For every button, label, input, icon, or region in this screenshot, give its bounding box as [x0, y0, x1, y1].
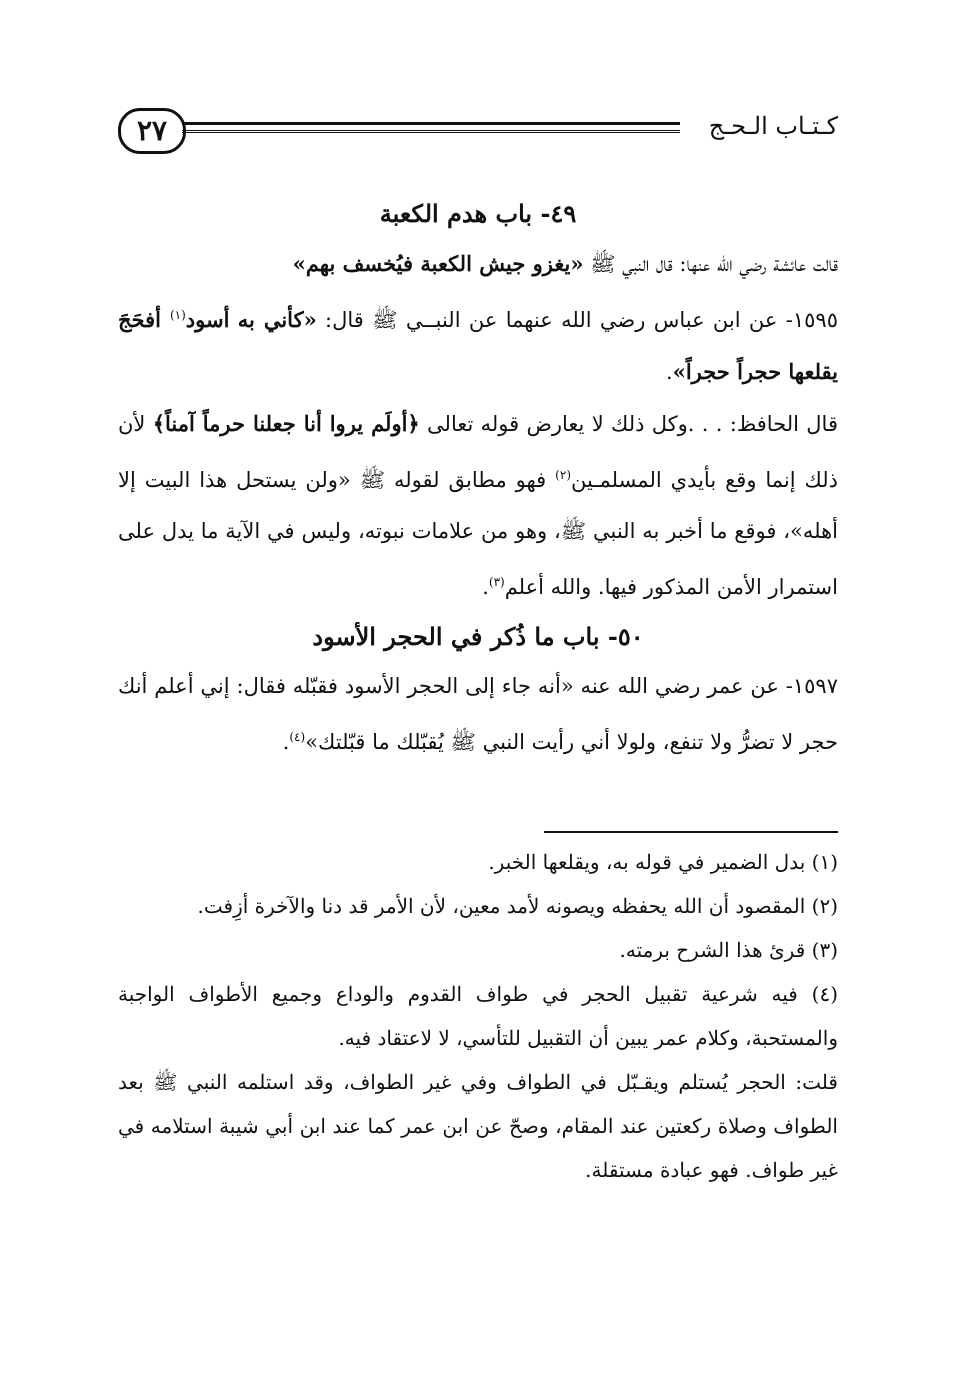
footnote-ref-3: (٣) — [488, 575, 505, 589]
running-title: كـتـاب الـحـج — [708, 112, 838, 140]
chapter-title-50: ٥٠- باب ما ذُكر في الحجر الأسود — [312, 622, 644, 651]
hadith-1595-quote-a: «كأني به — [237, 307, 317, 332]
aisha-intro: قالت عائشة رضي الله عنها: قال النبي ﷺ — [590, 252, 838, 276]
hafiz-lead: قال الحافظ: . . .وكل ذلك لا يعارض قوله تعالى — [419, 412, 838, 436]
hadith-1595-end: . — [666, 360, 673, 384]
hadith-1597-end: . — [282, 730, 290, 754]
hadith-1595 — [118, 290, 838, 398]
footnote-separator — [544, 831, 838, 833]
header-rule — [182, 122, 680, 131]
aisha-hadith-quote: «يغزو جيش الكعبة فيُخسف بهم» — [292, 251, 584, 276]
hafiz-mid: لأن ذلك إنما وقع بأيدي المسلمـين — [118, 412, 839, 492]
hadith-1597-text: ١٥٩٧- عن عمر رضي الله عنه «أنه جاء إلى الحجر الأسود فقبّله فقال: إني أعلم أنك حجر لا تضرُّ ولا تنفع، ولولا أني رأيت النبي ﷺ يُقبّلك ما قبّلتك» — [118, 674, 838, 754]
hadith-1595-word: أسود — [185, 307, 230, 332]
footnote-3: (٣) قرئ هذا الشرح برمته. — [619, 938, 838, 962]
header-rule-thin — [182, 132, 680, 133]
hadith-1597 — [118, 661, 838, 768]
footnote-ref-1: (١) — [169, 308, 186, 322]
page-number: ٢٧ — [118, 108, 186, 154]
hadith-1595-lead: ١٥٩٥- عن ابن عباس رضي الله عنهما عن النبــي ﷺ قال: — [316, 308, 838, 332]
page-header — [118, 108, 838, 164]
main-text — [118, 190, 838, 768]
hafiz-commentary — [118, 398, 838, 613]
footnote-ref-4: (٤) — [289, 730, 306, 744]
footnote-4-note: قلت: الحجر يُستلم ويقـبّل في الطواف وفي غير الطواف، وقد استلمه النبي ﷺ بعد الطواف وصلاة ركعتين عند المقام، وصحّ عن ابن عمر كما عند ابن أبي شيبة استلامه في غير طواف. فهو عبادة مستقلة. — [118, 1070, 838, 1182]
hafiz-end: . — [482, 575, 489, 599]
hafiz-rest: فهو مطابق لقوله ﷺ «ولن يستحل هذا البيت إلا أهله»، فوقع ما أخبر به النبي ﷺ، وهو من علامات نبوته، وليس في الآية ما يدل على استمرار الأمن المذكور فيها. والله أعلم — [118, 468, 838, 599]
footnotes — [118, 840, 838, 1192]
chapter-title-49: ٤٩- باب هدم الكعبة — [379, 199, 577, 228]
footnote-4: (٤) فيه شرعية تقبيل الحجر في طواف القدوم والوداع وجميع الأطواف الواجبة والمستحبة، وكلام عمر يبين أن التقبيل للتأسي، لا لاعتقاد فيه. — [118, 982, 838, 1050]
footnote-1: (١) بدل الضمير في قوله به، ويقلعها الخبر. — [488, 850, 838, 874]
quran-ayah: ﴿أولَم يروا أنا جعلنا حرماً آمناً﴾ — [152, 411, 420, 436]
hadith-1595-quote-b: أفحَجَ يقلعها حجراً حجراً» — [118, 307, 838, 384]
footnote-ref-2: (٢) — [555, 468, 571, 482]
footnote-2: (٢) المقصود أن الله يحفظه ويصونه لأمد معين، لأن الأمر قد دنا والآخرة أزِفت. — [197, 894, 838, 918]
aisha-narration — [118, 238, 838, 290]
